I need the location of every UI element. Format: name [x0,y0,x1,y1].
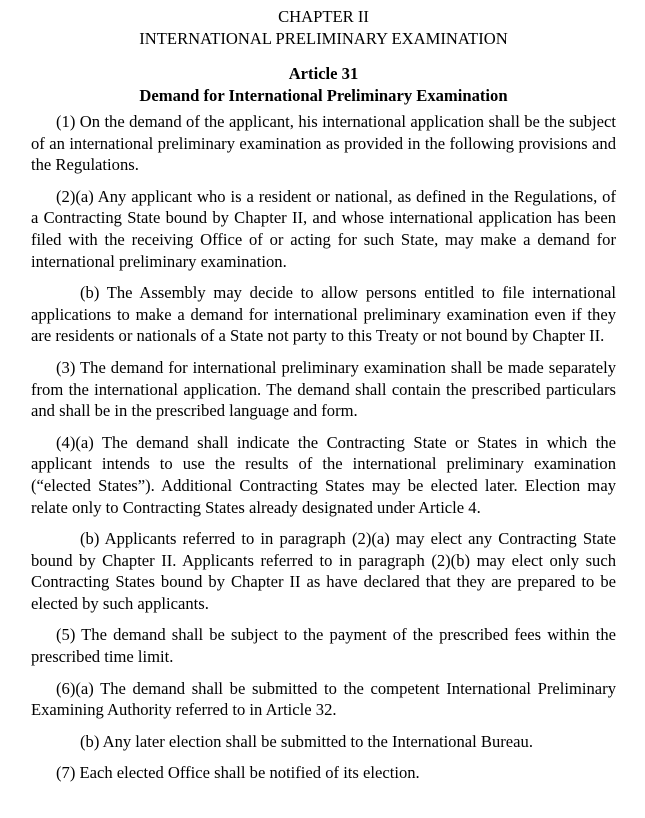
paragraph-5: (5) The demand shall be subject to the payment of the prescribed fees within the prescribed time limit. [31,625,616,667]
paragraph-3: (3) The demand for international preliminary examination shall be made separately from the international application. The demand shall contain the prescribed particulars and shall be in the prescribed language and form. [31,357,616,421]
article-title: Demand for International Preliminary Examination [139,86,508,105]
paragraph-4b: (b) Applicants referred to in paragraph (2)(a) may elect any Contracting State bound by Chapter II. Applicants referred to in paragraph (2)(b) may elect only such Contracting States bound by Chapter II as have declared that they are prepared to be elected by such applicants. [31,529,616,613]
paragraph-7: (7) Each elected Office shall be notified of its election. [56,763,420,783]
paragraph-6b: (b) Any later election shall be submitted to the International Bureau. [80,731,533,751]
paragraph-1: (1) On the demand of the applicant, his international application shall be the subject of an international preliminary examination as provided in the following provisions and the Regulations. [31,112,616,175]
article-body [31,111,616,784]
paragraph-4a: (4)(a) The demand shall indicate the Contracting State or States in which the applicant intends to use the results of the international preliminary examination (“elected States”). Additional Contracting States may be elected later. Election may relate only to Contracting States already designated under Article 4. [31,432,616,517]
chapter-number: CHAPTER II [278,7,369,26]
article-number: Article 31 [288,64,359,83]
paragraph-2b: (b) The Assembly may decide to allow persons entitled to file international applications to make a demand for international preliminary examination even if they are residents or nationals of a State not party to this Treaty or not bound by Chapter II. [31,283,616,346]
paragraph-2a: (2)(a) Any applicant who is a resident or national, as defined in the Regulations, of a Contracting State bound by Chapter II, and whose international application has been filed with the receiving Office of or acting for such State, may make a demand for international preliminary examination. [31,186,616,271]
paragraph-6a: (6)(a) The demand shall be submitted to the competent International Preliminary Examining Authority referred to in Article 32. [31,678,616,720]
chapter-title: INTERNATIONAL PRELIMINARY EXAMINATION [139,29,508,48]
